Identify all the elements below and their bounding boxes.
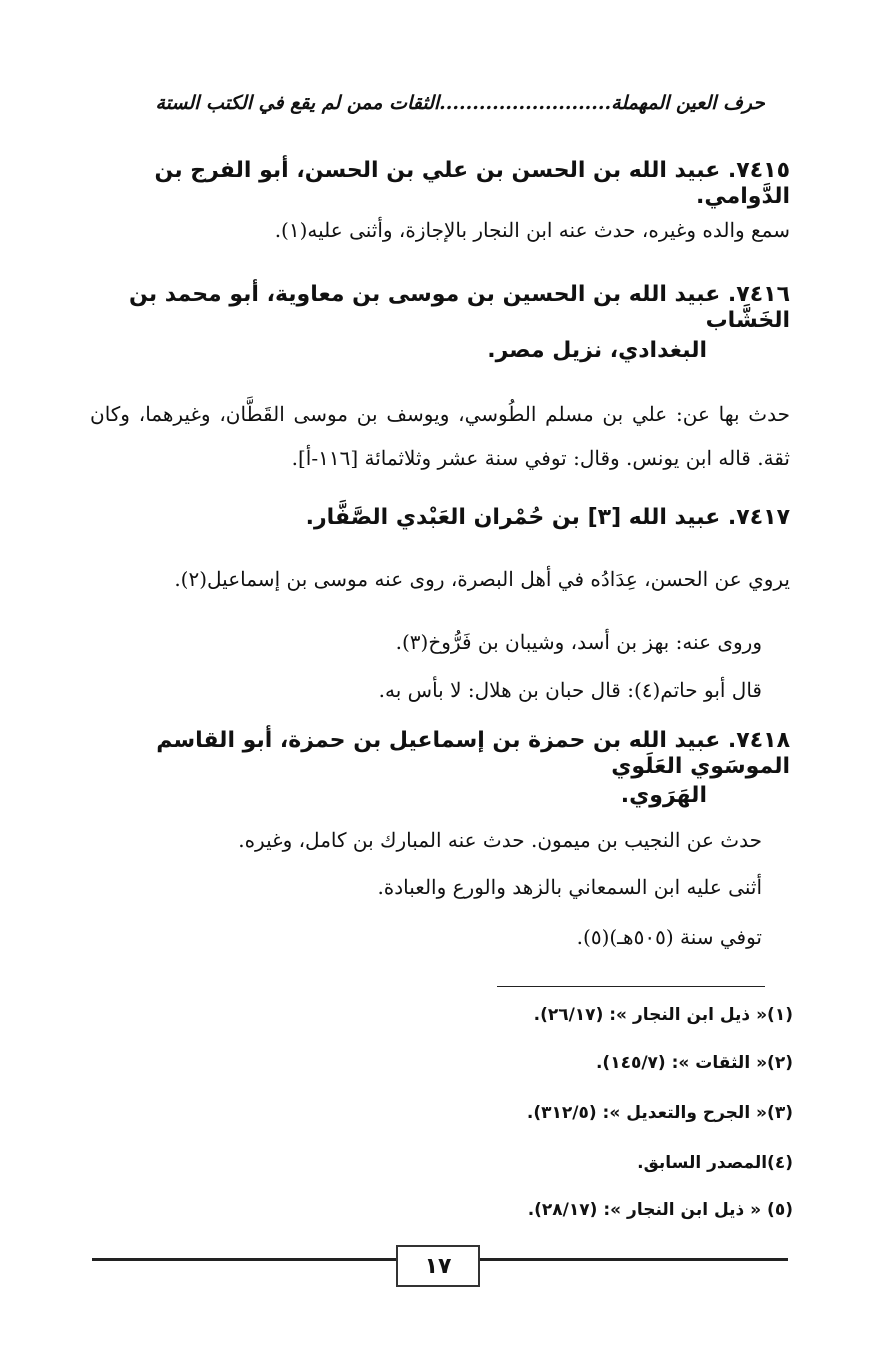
footer-rule-left — [92, 1258, 396, 1261]
entry-body-7418-line-1: حدث عن النجيب بن ميمون. حدث عنه المبارك بن كامل، وغيره. — [238, 828, 762, 852]
entry-title-7416: ٧٤١٦. عبيد الله بن الحسين بن موسى بن معاوية، أبو محمد بن الخَشَّاب — [129, 282, 790, 334]
entry-body-7417-line-3: قال أبو حاتم(٤): قال حبان بن هلال: لا بأس به. — [378, 678, 762, 702]
entry-title-7416-continued: البغدادي، نزيل مصر. — [487, 338, 707, 363]
entry-title-7418: ٧٤١٨. عبيد الله بن حمزة بن إسماعيل بن حمزة، أبو القاسم الموسَوي العَلَوي — [156, 728, 790, 780]
footnote-4: (٤)المصدر السابق. — [637, 1153, 793, 1173]
entry-body-7417-line-2: وروى عنه: بهز بن أسد، وشيبان بن فَرُّوخ(٣). — [395, 630, 762, 654]
entry-body-7417-line-1: يروي عن الحسن، عِدَادُه في أهل البصرة، روى عنه موسى بن إسماعيل(٢). — [174, 567, 790, 591]
footnote-5: (٥) « ذيل ابن النجار »: (٢٨/١٧). — [527, 1200, 793, 1220]
footer-rule-right — [476, 1258, 788, 1261]
entry-body-7418-line-3: توفي سنة (٥٠٥هـ)(٥). — [576, 925, 762, 949]
page-number: ١٧ — [396, 1245, 480, 1287]
running-header: حرف العين المهملة..........................الثقات ممن لم يقع في الكتب الستة — [155, 92, 765, 114]
footnote-2: (٢)« الثقات »: (١٤٥/٧). — [595, 1053, 793, 1073]
footnote-1: (١)« ذيل ابن النجار »: (٢٦/١٧). — [533, 1005, 793, 1025]
entry-title-7418-continued: الهَرَوي. — [620, 783, 707, 808]
entry-body-7418-line-2: أثنى عليه ابن السمعاني بالزهد والورع والعبادة. — [377, 875, 762, 899]
footnote-3: (٣)« الجرح والتعديل »: (٣١٢/٥). — [526, 1103, 793, 1123]
entry-body-7416: حدث بها عن: علي بن مسلم الطُوسي، ويوسف بن موسى القَطَّان، وغيرهما، وكان ثقة. قاله ابن يونس. وقال: توفي سنة عشر وثلاثمائة [١١٦-أ]. — [90, 402, 790, 470]
entry-title-7415: ٧٤١٥. عبيد الله بن الحسن بن علي بن الحسن، أبو الفرج بن الدَّوامي. — [154, 158, 790, 210]
entry-title-7417: ٧٤١٧. عبيد الله [٣] بن حُمْران العَبْدي الصَّفَّار. — [305, 505, 790, 530]
footnote-separator — [497, 986, 765, 987]
entry-body-7415: سمع والده وغيره، حدث عنه ابن النجار بالإجازة، وأثنى عليه(١). — [274, 218, 790, 242]
